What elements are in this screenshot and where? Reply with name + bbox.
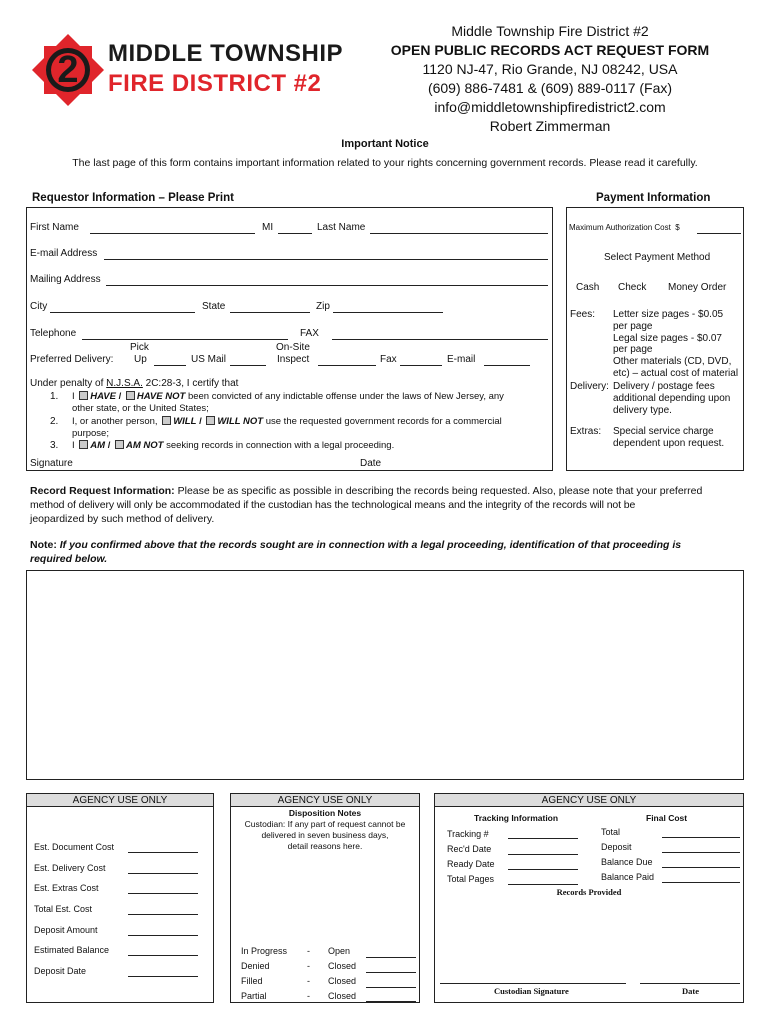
status-denied-field[interactable]	[366, 972, 416, 973]
status-partial-field[interactable]	[366, 1001, 416, 1002]
deposit-date-field[interactable]	[128, 976, 198, 977]
cert-item-3-number: 3.	[50, 440, 59, 451]
contact-name: Robert Zimmerman	[489, 118, 611, 134]
fax-label: FAX	[300, 328, 319, 339]
select-payment-label: Select Payment Method	[604, 252, 711, 263]
cash-option[interactable]: Cash	[576, 282, 600, 293]
pickup-field[interactable]	[154, 365, 186, 366]
form-title: OPEN PUBLIC RECORDS ACT REQUEST FORM	[390, 42, 710, 58]
usmail-field[interactable]	[230, 365, 266, 366]
max-auth-field[interactable]	[697, 233, 741, 234]
city-label: City	[30, 301, 48, 312]
est-extras-cost-field[interactable]	[128, 893, 198, 894]
have-checkbox[interactable]	[79, 391, 88, 400]
first-name-label: First Name	[30, 222, 79, 233]
est-delivery-cost-field[interactable]	[128, 873, 198, 874]
pickup-label-2: Up	[134, 354, 147, 365]
am-not-checkbox[interactable]	[115, 440, 124, 449]
balance-due-label: Balance Due	[601, 857, 653, 867]
state-label: State	[202, 301, 226, 312]
will-checkbox[interactable]	[162, 416, 171, 425]
fees-lines: Letter size pages - $0.05 per page Legal size pages - $0.07 per page Other materials (CD, DVD, etc) – actual cost of material	[613, 309, 739, 379]
address: 1120 NJ-47, Rio Grande, NJ 08242, USA	[422, 61, 678, 77]
mailing-field[interactable]	[106, 285, 548, 286]
delivery-lines: Delivery / postage fees additional depending upon delivery type.	[613, 381, 731, 416]
telephone-field[interactable]	[82, 339, 288, 340]
final-cost-heading: Final Cost	[646, 813, 688, 823]
pickup-label-1: Pick	[130, 342, 149, 353]
signature-label: Signature	[30, 458, 73, 469]
est-document-cost-field[interactable]	[128, 852, 198, 853]
have-not-checkbox[interactable]	[126, 391, 135, 400]
state-field[interactable]	[230, 312, 310, 313]
telephone-label: Telephone	[30, 328, 77, 339]
am-checkbox[interactable]	[79, 440, 88, 449]
delivery-label: Delivery:	[570, 381, 609, 392]
final-deposit-label: Deposit	[601, 842, 632, 852]
total-pages-label: Total Pages	[447, 874, 495, 884]
records-provided-heading: Records Provided	[556, 887, 622, 897]
agency-right-box	[434, 793, 744, 1003]
first-name-field[interactable]	[90, 233, 255, 234]
status-filled-field[interactable]	[366, 987, 416, 988]
custodian-signature-field[interactable]	[440, 983, 626, 984]
requestor-heading: Requestor Information – Please Print	[32, 192, 234, 204]
usmail-label: US Mail	[191, 354, 227, 365]
recd-date-label: Rec'd Date	[447, 844, 492, 854]
email-field[interactable]	[104, 259, 548, 260]
balance-paid-field[interactable]	[662, 882, 740, 883]
logo-line2: FIRE DISTRICT #2	[108, 70, 322, 97]
agency-mid-title: AGENCY USE ONLY	[231, 794, 419, 807]
penalty-line: Under penalty of N.J.S.A. 2C:28-3, I certify that	[30, 378, 239, 389]
last-name-label: Last Name	[317, 222, 366, 233]
custodian-signature-label: Custodian Signature	[494, 986, 569, 996]
check-option[interactable]: Check	[618, 282, 647, 293]
balance-paid-label: Balance Paid	[601, 872, 655, 882]
legal-note: Note: If you confirmed above that the records sought are in connection with a legal proceeding, identification of that proceeding is required below.	[30, 539, 682, 565]
logo-line1: MIDDLE TOWNSHIP	[108, 40, 344, 67]
fax-field[interactable]	[332, 339, 548, 340]
deposit-date-label: Deposit Date	[34, 966, 87, 976]
extras-label: Extras:	[570, 426, 602, 437]
recd-date-field[interactable]	[508, 854, 578, 855]
deposit-amount-label: Deposit Amount	[34, 925, 98, 935]
estimated-balance-label: Estimated Balance	[34, 945, 110, 955]
cert-item-1-number: 1.	[50, 391, 59, 402]
mi-field[interactable]	[278, 233, 312, 234]
onsite-field[interactable]	[318, 365, 376, 366]
final-deposit-field[interactable]	[662, 852, 740, 853]
notice-text: The last page of this form contains important information related to your rights concerning government records. Please read it carefully.	[72, 157, 698, 169]
ready-date-field[interactable]	[508, 869, 578, 870]
cert-item-2: I, or another person, WILL / WILL NOT use the requested government records for a commercial	[72, 416, 502, 427]
phones: (609) 886-7481 & (609) 889-0117 (Fax)	[427, 80, 673, 96]
email-label: E-mail Address	[30, 248, 98, 259]
cert-item-2-line2: purpose;	[72, 428, 109, 439]
status-in-progress: In Progress - Open	[241, 946, 351, 956]
email-delivery-label: E-mail	[447, 354, 476, 365]
fax-delivery-field[interactable]	[400, 365, 442, 366]
agency-right-title: AGENCY USE ONLY	[435, 794, 743, 807]
status-in-progress-field[interactable]	[366, 957, 416, 958]
deposit-amount-field[interactable]	[128, 935, 198, 936]
onsite-label-1: On-Site	[276, 342, 310, 353]
onsite-label-2: Inspect	[277, 354, 310, 365]
mailing-label: Mailing Address	[30, 274, 101, 285]
date-label: Date	[360, 458, 382, 469]
tracking-number-label: Tracking #	[447, 829, 489, 839]
est-document-cost-label: Est. Document Cost	[34, 842, 115, 852]
mi-label: MI	[262, 222, 274, 233]
payment-heading: Payment Information	[596, 192, 711, 204]
records-description-textarea[interactable]	[26, 570, 744, 780]
fees-label: Fees:	[570, 309, 596, 320]
max-auth-label: Maximum Authorization Cost $	[569, 223, 680, 232]
disposition-title: Disposition Notes	[288, 808, 362, 818]
total-est-cost-field[interactable]	[128, 914, 198, 915]
cert-item-1: I HAVE / HAVE NOT been convicted of any indictable offense under the laws of New Jersey, any	[72, 391, 504, 402]
logo-badge-number: 2	[57, 49, 79, 91]
preferred-delivery-label: Preferred Delivery:	[30, 354, 114, 365]
total-est-cost-label: Total Est. Cost	[34, 904, 93, 914]
zip-field[interactable]	[333, 312, 443, 313]
notice-title: Important Notice	[341, 138, 429, 150]
custodian-date-label: Date	[682, 986, 699, 996]
record-request-info: Record Request Information: Please be as specific as possible in describing the records being requested. Also, please note that your preferred method of delivery will only be accommodated if the custodian has the technological means and the integrity of the records will not be jeopardized by such method of delivery.	[30, 485, 703, 525]
final-total-label: Total	[601, 827, 621, 837]
email-delivery-field[interactable]	[484, 365, 530, 366]
cert-item-2-number: 2.	[50, 416, 59, 427]
status-filled: Filled - Closed	[241, 976, 357, 986]
logo	[30, 32, 344, 108]
will-not-checkbox[interactable]	[206, 416, 215, 425]
cert-item-1-line2: other state, or the United States;	[72, 403, 209, 414]
estimated-balance-field[interactable]	[128, 955, 198, 956]
fax-delivery-label: Fax	[380, 354, 397, 365]
tracking-number-field[interactable]	[508, 838, 578, 839]
cert-item-3: I AM / AM NOT seeking records in connection with a legal proceeding.	[72, 440, 395, 451]
agency-left-title: AGENCY USE ONLY	[27, 794, 213, 807]
balance-due-field[interactable]	[662, 867, 740, 868]
tracking-info-heading: Tracking Information	[474, 813, 559, 823]
custodian-date-field[interactable]	[640, 983, 740, 984]
email-contact: info@middletownshipfiredistrict2.com	[434, 99, 666, 115]
ready-date-label: Ready Date	[447, 859, 495, 869]
est-extras-cost-label: Est. Extras Cost	[34, 883, 99, 893]
org-name: Middle Township Fire District #2	[451, 23, 649, 39]
city-field[interactable]	[50, 312, 195, 313]
est-delivery-cost-label: Est. Delivery Cost	[34, 863, 106, 873]
extras-lines: Special service charge dependent upon request.	[613, 426, 725, 449]
status-partial: Partial - Closed	[241, 991, 357, 1001]
status-denied: Denied - Closed	[241, 961, 357, 971]
zip-label: Zip	[316, 301, 330, 312]
last-name-field[interactable]	[370, 233, 548, 234]
final-total-field[interactable]	[662, 837, 740, 838]
disposition-text: Custodian: If any part of request cannot be delivered in seven business days, detail reasons here.	[244, 819, 406, 851]
money-order-option[interactable]: Money Order	[668, 282, 727, 293]
total-pages-field[interactable]	[508, 884, 578, 885]
